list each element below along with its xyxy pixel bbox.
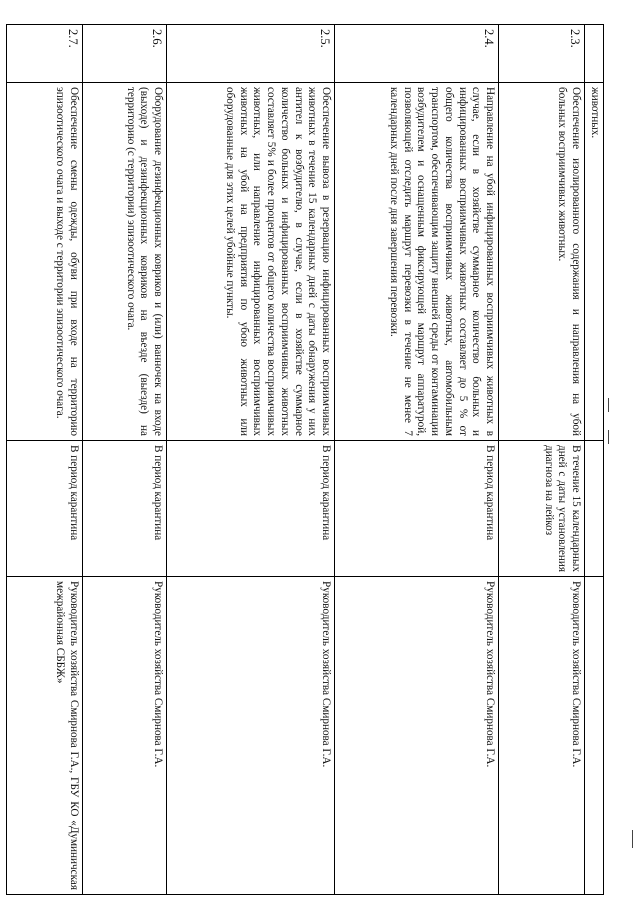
measures-table	[6, 24, 604, 895]
row-number: 2.4.	[335, 25, 499, 83]
period-text: В период карантина	[7, 441, 83, 577]
row-number: 2.7.	[7, 25, 83, 83]
period-text: В течение 15 календарных дней с даты установления диагноза на лейкоз	[499, 441, 585, 577]
responsible-text: Руководитель хозяйства Смирнова Г.А.	[83, 577, 167, 895]
table-row	[83, 25, 167, 895]
measure-text: Направление на убой инфицированных восприимчивых животных в случае, если в хозяйстве суммарное количество больных и инфицированных восприимчивых животных составляет до 5 % от общего количества восприимчивых животных, автомобильным транспортом, обеспечивающим защиту внешней среды от контаминации возбудителем и оснащенным фиксирующей маршрут аппаратурой, позволяющей отследить маршрут перевозки в течение не менее 7 календарных дней после дня завершения перевозки.	[335, 83, 499, 441]
table-row-continuation	[585, 25, 604, 895]
row-number: 2.3.	[499, 25, 585, 83]
period-text: В период карантина	[167, 441, 335, 577]
responsible-text: Руководитель хозяйства Смирнова Г.А.	[499, 577, 585, 895]
row-number-cell	[585, 25, 604, 83]
row-number: 2.5.	[167, 25, 335, 83]
table-row	[499, 25, 585, 895]
scan-mark	[632, 830, 633, 848]
measure-text: Обеспечение изолированного содержания и направления на убой больных восприимчивых животных.	[499, 83, 585, 441]
rotated-table-container	[6, 24, 604, 894]
table-row	[7, 25, 83, 895]
period-text: В период карантина	[83, 441, 167, 577]
table-row	[335, 25, 499, 895]
measure-text: Обеспечение вывоза в резервацию инфицированных восприимчивых животных в течение 15 календарных дней с даты обнаружения у них антител к возбудителю, в случае, если в хозяйстве суммарное количество больных и инфицированных восприимчивых животных составляет 5% и более процентов от общего количества восприимчивых животных, или направление инфицированных восприимчивых животных на убой на предприятия по убою животных или оборудованные для этих целей убойные пункты.	[167, 83, 335, 441]
measure-text: Оборудование дезинфекционных ковриков и (или) ванночек на входе (выходе) и дезинфекционных ковриков на въезде (выезде) на территорию (с территории) эпизоотического очага.	[83, 83, 167, 441]
measure-text: Обеспечение смены одежды, обуви при входе на территорию эпизоотического очага и выходе с территории эпизоотического очага.	[7, 83, 83, 441]
period-text: В период карантина	[335, 441, 499, 577]
scan-mark	[608, 430, 609, 444]
row-number: 2.6.	[83, 25, 167, 83]
responsible-text: Руководитель хозяйства Смирнова Г.А.	[167, 577, 335, 895]
responsible-text: Руководитель хозяйства Смирнова Г.А.	[335, 577, 499, 895]
scan-mark	[608, 398, 609, 412]
continuation-text: животных.	[585, 83, 604, 441]
table-row	[167, 25, 335, 895]
responsible-text: Руководитель хозяйства Смирнова Г.А., ГБУ КО «Думиничская межрайонная СББЖ»	[7, 577, 83, 895]
